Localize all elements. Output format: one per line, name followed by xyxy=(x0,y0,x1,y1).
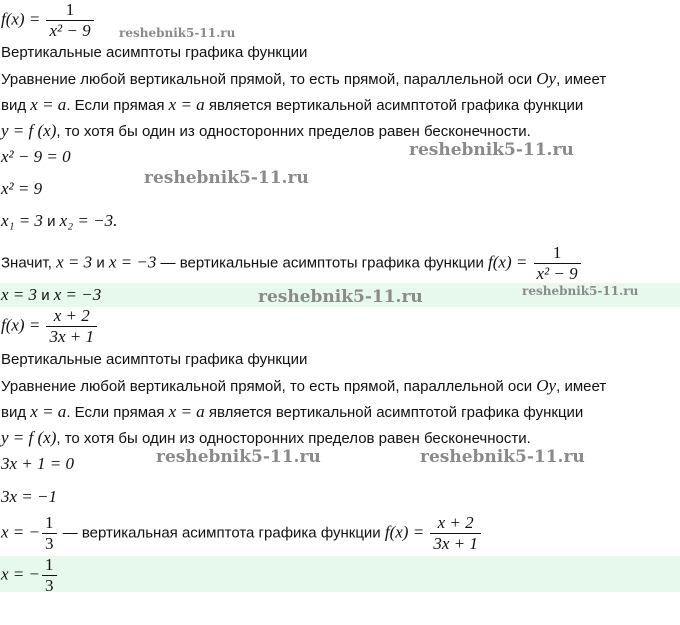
fraction: $\frac{x + 2}{3x + 1}$ xyxy=(430,513,481,554)
paragraph-line-1: Уравнение любой вертикальной прямой, то есть прямой, параллельной оси Oy, имеет xyxy=(1,69,607,88)
fraction: $\frac{x + 2}{3x + 1}$ xyxy=(46,306,97,347)
paragraph-line-3: y = f (x), то хотя бы один из односторонних пределов равен бесконечности. xyxy=(1,428,531,447)
solution-line: x = − $\frac{1}{3}$ — вертикальная асимптота графика функции f(x) = $\frac{x + 2}{3x + 1}$ xyxy=(1,513,483,554)
fraction: $\frac{1}{\text{x² − 9}}$ xyxy=(534,243,581,284)
paragraph-line-2: вид x = a. Если прямая x = a является вертикальной асимптотой графика функции xyxy=(1,402,584,421)
equation-1: x² − 9 = 0 xyxy=(1,147,71,166)
watermark: reshebnik5-11.ru xyxy=(156,447,321,467)
fraction-numerator: 1 xyxy=(46,0,93,21)
function-definition-1 xyxy=(1,0,96,41)
equation-1: 3x + 1 = 0 xyxy=(1,454,74,473)
watermark: reshebnik5-11.ru xyxy=(420,447,585,467)
answer-1: x = 3 и x = −3 xyxy=(1,285,102,304)
equation-2: x² = 9 xyxy=(1,179,43,198)
watermark: reshebnik5-11.ru xyxy=(522,284,639,298)
section-heading-1: Вертикальные асимптоты графика функции xyxy=(1,44,308,61)
watermark: reshebnik5-11.ru xyxy=(258,287,423,307)
watermark: reshebnik5-11.ru xyxy=(409,140,574,160)
equation-2: 3x = −1 xyxy=(1,487,57,506)
answer-highlight-2 xyxy=(0,556,680,592)
watermark: reshebnik5-11.ru xyxy=(144,168,309,188)
fraction: $\frac{1}{3}$ xyxy=(42,555,57,596)
section-heading-2: Вертикальные асимптоты графика функции xyxy=(1,351,308,368)
paragraph-line-1: Уравнение любой вертикальной прямой, то есть прямой, параллельной оси Oy, имеет xyxy=(1,376,607,395)
fraction: $\frac{1}{3}$ xyxy=(42,513,57,554)
paragraph-line-3: y = f (x), то хотя бы один из односторонних пределов равен бесконечности. xyxy=(1,121,531,140)
watermark: reshebnik5-11.ru xyxy=(119,26,236,40)
answer-2: x = − $\frac{1}{3}$ xyxy=(1,555,59,596)
function-definition-2: f(x) = $\frac{x + 2}{3x + 1}$ xyxy=(1,306,99,347)
fraction xyxy=(46,0,93,41)
conclusion-line: Значит, x = 3 и x = −3 — вертикальные асимптоты графика функции f(x) = $\frac{1}{\text{x² − 9}}$ xyxy=(1,243,583,284)
fraction-denominator: x² − 9 xyxy=(49,21,91,40)
equation-roots: x₁ = 3 и x₂ = −3. xyxy=(1,211,118,230)
paragraph-line-2: вид x = a. Если прямая x = a является вертикальной асимптотой графика функции xyxy=(1,95,584,114)
function-lhs: f(x) = xyxy=(1,9,41,29)
